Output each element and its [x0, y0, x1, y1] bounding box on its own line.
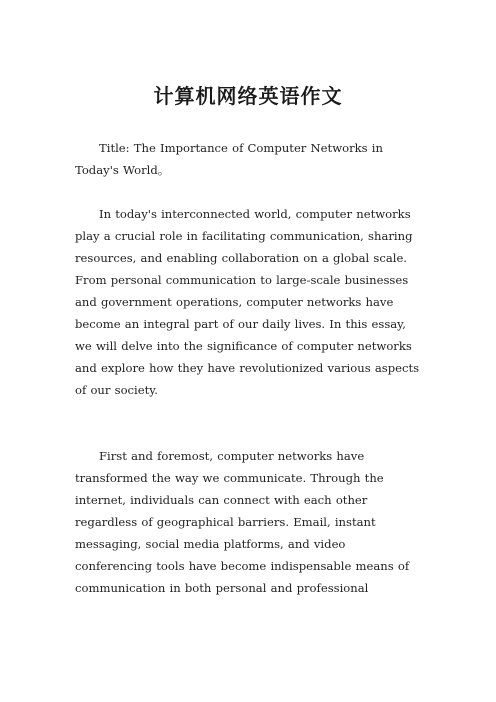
document-title: 计算机网络英语作文 — [153, 84, 343, 108]
paragraph-communication: First and foremost, computer networks have transformed the way we communicate. Through the internet, individuals can connect with each other regardless of geographical barriers. Email, instant messaging, social media platforms, and video conferencing tools have become indispensable means of communication in both personal and professional — [75, 449, 410, 595]
paragraph-essay-title: Title: The Importance of Computer Networks in Today's World。 — [75, 141, 383, 177]
paragraph-introduction: In today's interconnected world, computer networks play a crucial role in facilitating communication, sharing resources, and enabling collaboration on a global scale. From personal communication to large-scale businesses and government operations, computer networks have become an integral part of our daily lives. In this essay, we will delve into the significance of computer networks and explore how they have revolutionized various aspects of our society. — [75, 207, 420, 397]
